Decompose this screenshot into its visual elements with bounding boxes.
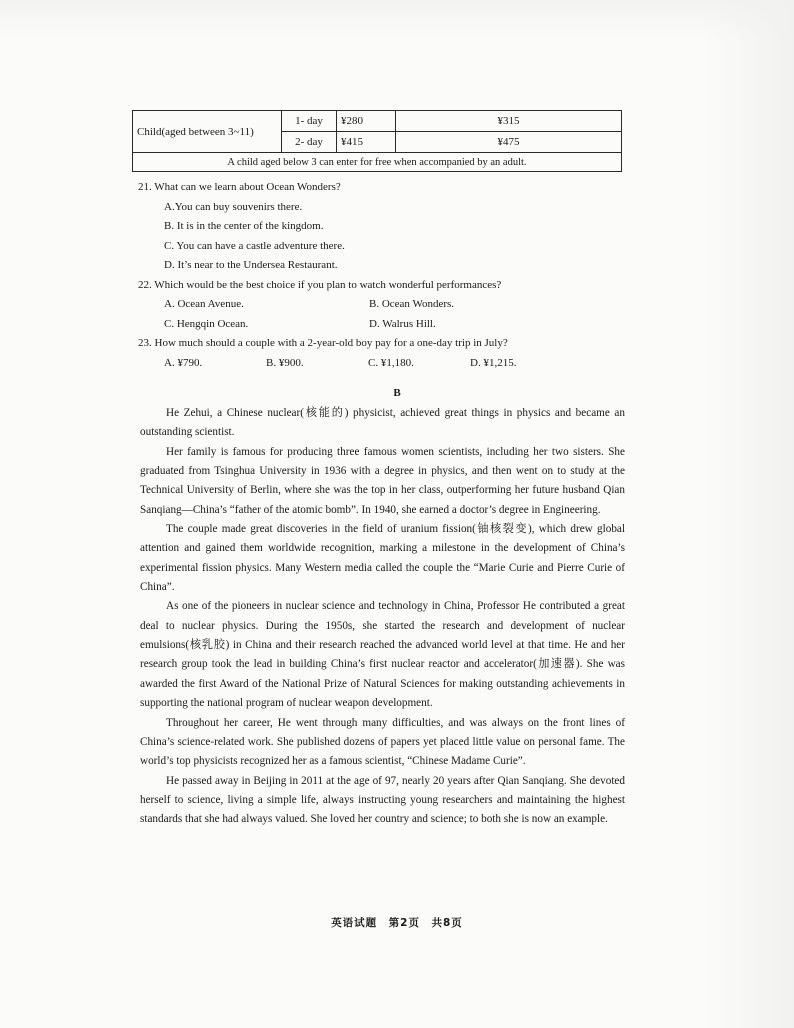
scan-shadow: [0, 0, 794, 40]
answer-option: C. ¥1,180.: [368, 356, 414, 369]
answer-option: A. Ocean Avenue.: [164, 298, 244, 310]
answer-option: D. It’s near to the Undersea Restaurant.: [164, 259, 338, 271]
table-row: [133, 153, 622, 172]
question-stem: 23. How much should a couple with a 2-year-old boy pay for a one-day trip in July?: [138, 337, 508, 349]
answer-option: A. ¥790.: [164, 356, 203, 369]
question-block: [138, 178, 628, 373]
row-label: Child(aged between 3~11): [133, 111, 282, 153]
duration-cell: 2- day: [282, 132, 337, 153]
answer-option: B. ¥900.: [266, 356, 304, 369]
answer-option: D. Walrus Hill.: [369, 317, 436, 330]
price-cell: ¥315: [396, 111, 622, 132]
table-note: A child aged below 3 can enter for free when accompanied by an adult.: [133, 153, 622, 172]
paragraph: Her family is famous for producing three famous women scientists, including her two sisters. She graduated from Tsinghua University in 1936 with a degree in physics, and then went on to study at the Technical University of Berlin, where she was the top in her class, outperforming her future husband Qian Sanqiang—China’s “father of the atomic bomb”. In 1940, she earned a doctor’s degree in Engineering.: [140, 445, 625, 516]
option-row: [138, 315, 628, 335]
scan-shadow: [704, 0, 794, 1028]
answer-option: C. Hengqin Ocean.: [164, 317, 249, 330]
paragraph: Throughout her career, He went through many difficulties, and was always on the front lines of China’s science-related work. She published dozens of papers yet placed little value on personal fame. The world’s top physicists recognized her as a famous scientist, “Chinese Madame Curie”.: [140, 716, 625, 768]
table-row: [133, 111, 622, 132]
duration-cell: 1- day: [282, 111, 337, 132]
paragraph: He passed away in Beijing in 2011 at the age of 97, nearly 20 years after Qian Sanqiang. She devoted herself to science, living a simple life, always instructing young researchers and maintaining the highest standards that she had always valued. She loved her country and science; to both she is now an example.: [140, 774, 625, 826]
option-row: [138, 295, 628, 315]
price-cell: ¥475: [396, 132, 622, 153]
answer-option: C. You can have a castle adventure there.: [164, 239, 345, 252]
ticket-price-table: [132, 110, 622, 172]
reading-passage: [140, 404, 625, 830]
page-footer: 英语试题 第2页 共8页: [331, 917, 463, 929]
option-row: [138, 354, 628, 374]
paragraph: The couple made great discoveries in the field of uranium fission(铀核裂变), which drew global attention and gained them worldwide recognition, marking a milestone in the development of China’s experimental fission physics. Many Western media called the couple the “Marie Curie and Pierre Curie of China”.: [140, 523, 625, 594]
price-cell: ¥280: [337, 111, 396, 132]
answer-option: B. It is in the center of the kingdom.: [164, 220, 324, 232]
answer-option: A.You can buy souvenirs there.: [164, 200, 303, 213]
paragraph: As one of the pioneers in nuclear science and technology in China, Professor He contributed a great deal to nuclear physics. During the 1950s, she started the research and development of nuclear emulsions(核乳胶) in China and their research reached the advanced world level at that time. He and her research group took the lead in building China’s first nuclear reactor and accelerator(加速器). She was awarded the first Award of the National Prize of Natural Sciences for making outstanding achievements in supporting the national program of nuclear weapon development.: [140, 600, 625, 710]
price-cell: ¥415: [337, 132, 396, 153]
question-stem: 22. Which would be the best choice if you plan to watch wonderful performances?: [138, 278, 502, 291]
answer-option: B. Ocean Wonders.: [369, 298, 455, 310]
paragraph: He Zehui, a Chinese nuclear(核能的) physicist, achieved great things in physics and became an outstanding scientist.: [140, 407, 625, 439]
answer-option: D. ¥1,215.: [470, 356, 517, 369]
question-stem: 21. What can we learn about Ocean Wonders?: [138, 181, 341, 193]
section-heading: B: [393, 387, 401, 399]
